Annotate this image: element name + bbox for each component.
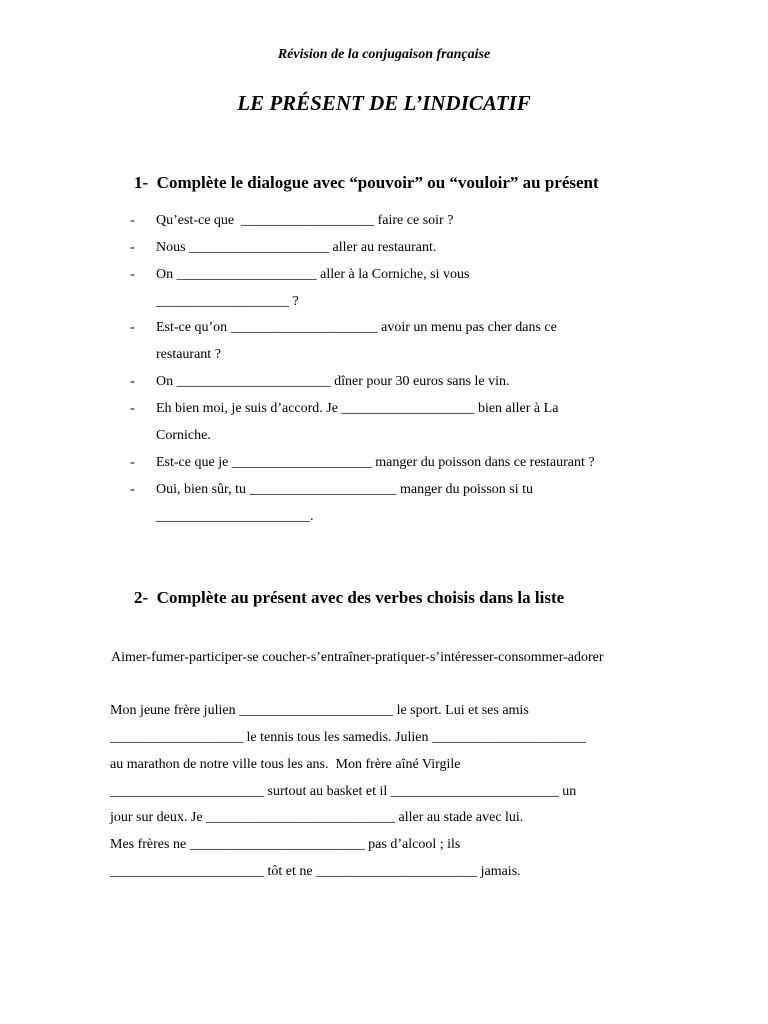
exercise-1-heading: 1- Complète le dialogue avec “pouvoir” ou “vouloir” au présent — [134, 173, 599, 192]
paragraph-line: Mon jeune frère julien ______________________ le sport. Lui et ses amis — [110, 703, 529, 718]
paragraph-line: Mes frères ne _________________________ pas d’alcool ; ils — [110, 837, 461, 852]
dialogue-line: Corniche. — [156, 428, 211, 443]
paragraph-line: ______________________ surtout au basket et il ________________________ un — [110, 784, 577, 799]
paragraph-line: ___________________ le tennis tous les samedis. Julien ______________________ — [110, 730, 586, 745]
paragraph-line: ______________________ tôt et ne _______________________ jamais. — [110, 864, 521, 879]
exercise-2-heading: 2- Complète au présent avec des verbes choisis dans la liste — [134, 588, 565, 607]
list-bullet: - — [130, 240, 135, 255]
dialogue-line: Oui, bien sûr, tu _____________________ manger du poisson si tu — [156, 482, 534, 497]
list-bullet: - — [130, 482, 135, 497]
dialogue-line: On ______________________ dîner pour 30 euros sans le vin. — [156, 374, 510, 389]
paragraph-line: au marathon de notre ville tous les ans. Mon frère aîné Virgile — [110, 757, 461, 772]
dialogue-line: Est-ce qu’on _____________________ avoir un menu pas cher dans ce — [156, 320, 557, 335]
paragraph-line: jour sur deux. Je ___________________________ aller au stade avec lui. — [110, 810, 524, 825]
dialogue-line: Nous ____________________ aller au restaurant. — [156, 240, 437, 255]
dialogue-line: ___________________ ? — [156, 294, 299, 309]
list-bullet: - — [130, 401, 135, 416]
dialogue-line: On ____________________ aller à la Corniche, si vous — [156, 267, 470, 282]
list-bullet: - — [130, 455, 135, 470]
list-bullet: - — [130, 320, 135, 335]
document-title: LE PRÉSENT DE L’INDICATIF — [237, 91, 531, 115]
verb-list: Aimer-fumer-participer-se coucher-s’entraîner-pratiquer-s’intéresser-consommer-adorer — [111, 650, 604, 665]
dialogue-line: Qu’est-ce que ___________________ faire ce soir ? — [156, 213, 454, 228]
list-bullet: - — [130, 267, 135, 282]
list-bullet: - — [130, 213, 135, 228]
dialogue-line: ______________________. — [156, 509, 314, 524]
dialogue-line: Est-ce que je ____________________ manger du poisson dans ce restaurant ? — [156, 455, 595, 470]
dialogue-line: Eh bien moi, je suis d’accord. Je ___________________ bien aller à La — [156, 401, 559, 416]
list-bullet: - — [130, 374, 135, 389]
dialogue-line: restaurant ? — [156, 347, 221, 362]
document-subtitle: Révision de la conjugaison française — [277, 47, 491, 62]
